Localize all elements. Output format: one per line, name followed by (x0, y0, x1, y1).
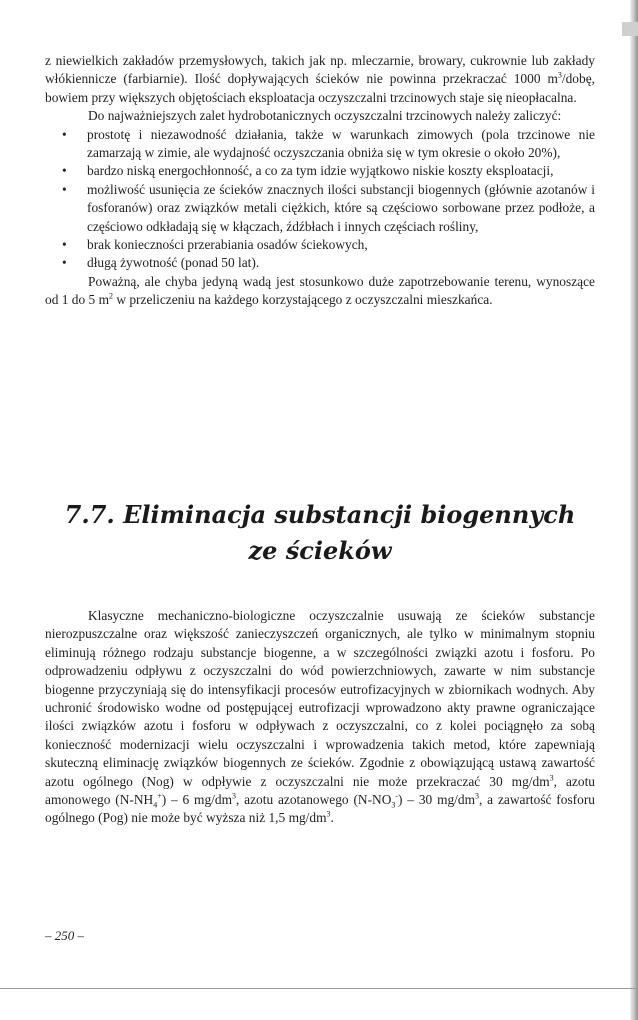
formula-sup: + (157, 791, 162, 801)
unit-sup: 3 (475, 791, 480, 801)
list-item: • długą żywotność (ponad 50 lat). (45, 254, 595, 272)
page-number: – 250 – (45, 928, 84, 943)
intro-text: z niewielkich zakładów przemysłowych, takich jak np. mleczarnie, browary, cukrownie lub zakłady włókiennicze (farbiarnie). Ilość dopływających ścieków nie powinna przekraczać 1000 m (45, 53, 595, 87)
intro-text-end: /dobę, bowiem przy większych objętościach eksploatacja oczyszczalni trzcinowych staje się nieopłacalna. (45, 71, 595, 105)
list-item: • prostotę i niezawodność działania, także w warunkach zimowych (pola trzcinowe nie zamarzają w zimie, ale wydajność oczyszczania obniża się w tym okresie o około 20%), (45, 126, 595, 163)
section-title-line-1: 7.7. Eliminacja substancji biogennych (64, 500, 576, 529)
intro-sup: 3 (557, 70, 562, 80)
formula-sup: - (395, 791, 399, 801)
unit-sup: 3 (549, 773, 554, 783)
section-heading (45, 497, 595, 569)
list-item: • brak konieczności przerabiania osadów ściekowych, (45, 236, 595, 254)
drawback-sup: 2 (108, 291, 113, 301)
list-item: • bardzo niską energochłonność, a co za tym idzie wyjątkowo niskie koszty eksploatacji, (45, 162, 595, 180)
drawback-paragraph (45, 273, 595, 310)
formula-sub: 3 (391, 800, 396, 810)
section-text: Klasyczne mechaniczno-biologiczne oczyszczalnie usuwają ze ścieków substancje nierozpuszczalne oraz większość zanieczyszczeń organicznych, ale tylko w minimalnym stopniu eliminują różnego rodzaju substancje biogenne, a w szczególności związki azotu i fosforu. Po odprowadzeniu odpływu z oczyszczalni do wód powierzchniowych, zawarte w nim substancje biogenne przyczyniają się do intensyfikacji procesów eutrofizacyjnych w zbiornikach wodnych. Aby uchronić środowisko wodne od postępującej eutrofizacji wprowadzono akty prawne ograniczające ilości związków azotu i fosforu w odpływach z oczyszczalni, co z kolei pociągnęło za sobą konieczność modernizacji wielu oczyszczalni i wprowadzenia takich metod, które zapewniają skuteczną eliminację związków biogennych ze ścieków. Zgodnie z obowiązującą ustawą zawartość azotu ogólnego (Nog) w odpływie z oczyszczalni nie może przekraczać 30 mg/dm (45, 608, 595, 789)
section-text: . (330, 810, 334, 826)
advantages-intro: Do najważniejszych zalet hydrobotanicznych oczyszczalni trzcinowych należy zaliczyć: (88, 108, 562, 124)
upper-text-block (45, 52, 595, 310)
section-text: ) – 6 mg/dm (161, 792, 232, 808)
page-edge-shadow (630, 0, 638, 1020)
page-tab-mark (622, 22, 638, 36)
list-item: • możliwość usunięcia ze ścieków znacznych ilości substancji biogennych (głównie azotanów i fosforanów) oraz związków metali ciężkich, które są częściowo sorbowane przez podłoże, a częściowo odkładają się w kłączach, źdźbłach i innych częściach rośliny, (45, 181, 595, 236)
section-paragraph (45, 607, 595, 828)
section-title-line-2: ze ścieków (248, 536, 392, 565)
unit-sup: 3 (326, 810, 331, 819)
advantages-list (45, 126, 595, 273)
page-bottom-edge (0, 988, 638, 989)
unit-sup: 3 (231, 791, 236, 801)
drawback-text-end: w przeliczeniu na każdego korzystającego z oczyszczalni mieszkańca. (112, 292, 493, 308)
section-text: , azotu azotanowego (N-NO (235, 792, 392, 808)
section-text: , a zawartość fosforu ogólnego (Pog) nie może być wyższa niż 1,5 mg/dm (45, 792, 595, 826)
formula-sub: 4 (153, 800, 158, 810)
section-text: ) – 30 mg/dm (398, 792, 476, 808)
section-body (45, 607, 595, 828)
section-text: , azotu amonowego (N-NH (45, 773, 595, 808)
intro-paragraph (45, 52, 595, 107)
drawback-text: Poważną, ale chyba jedyną wadą jest stosunkowo duże zapotrzebowanie terenu, wynoszące od 1 do 5 m (45, 273, 595, 308)
